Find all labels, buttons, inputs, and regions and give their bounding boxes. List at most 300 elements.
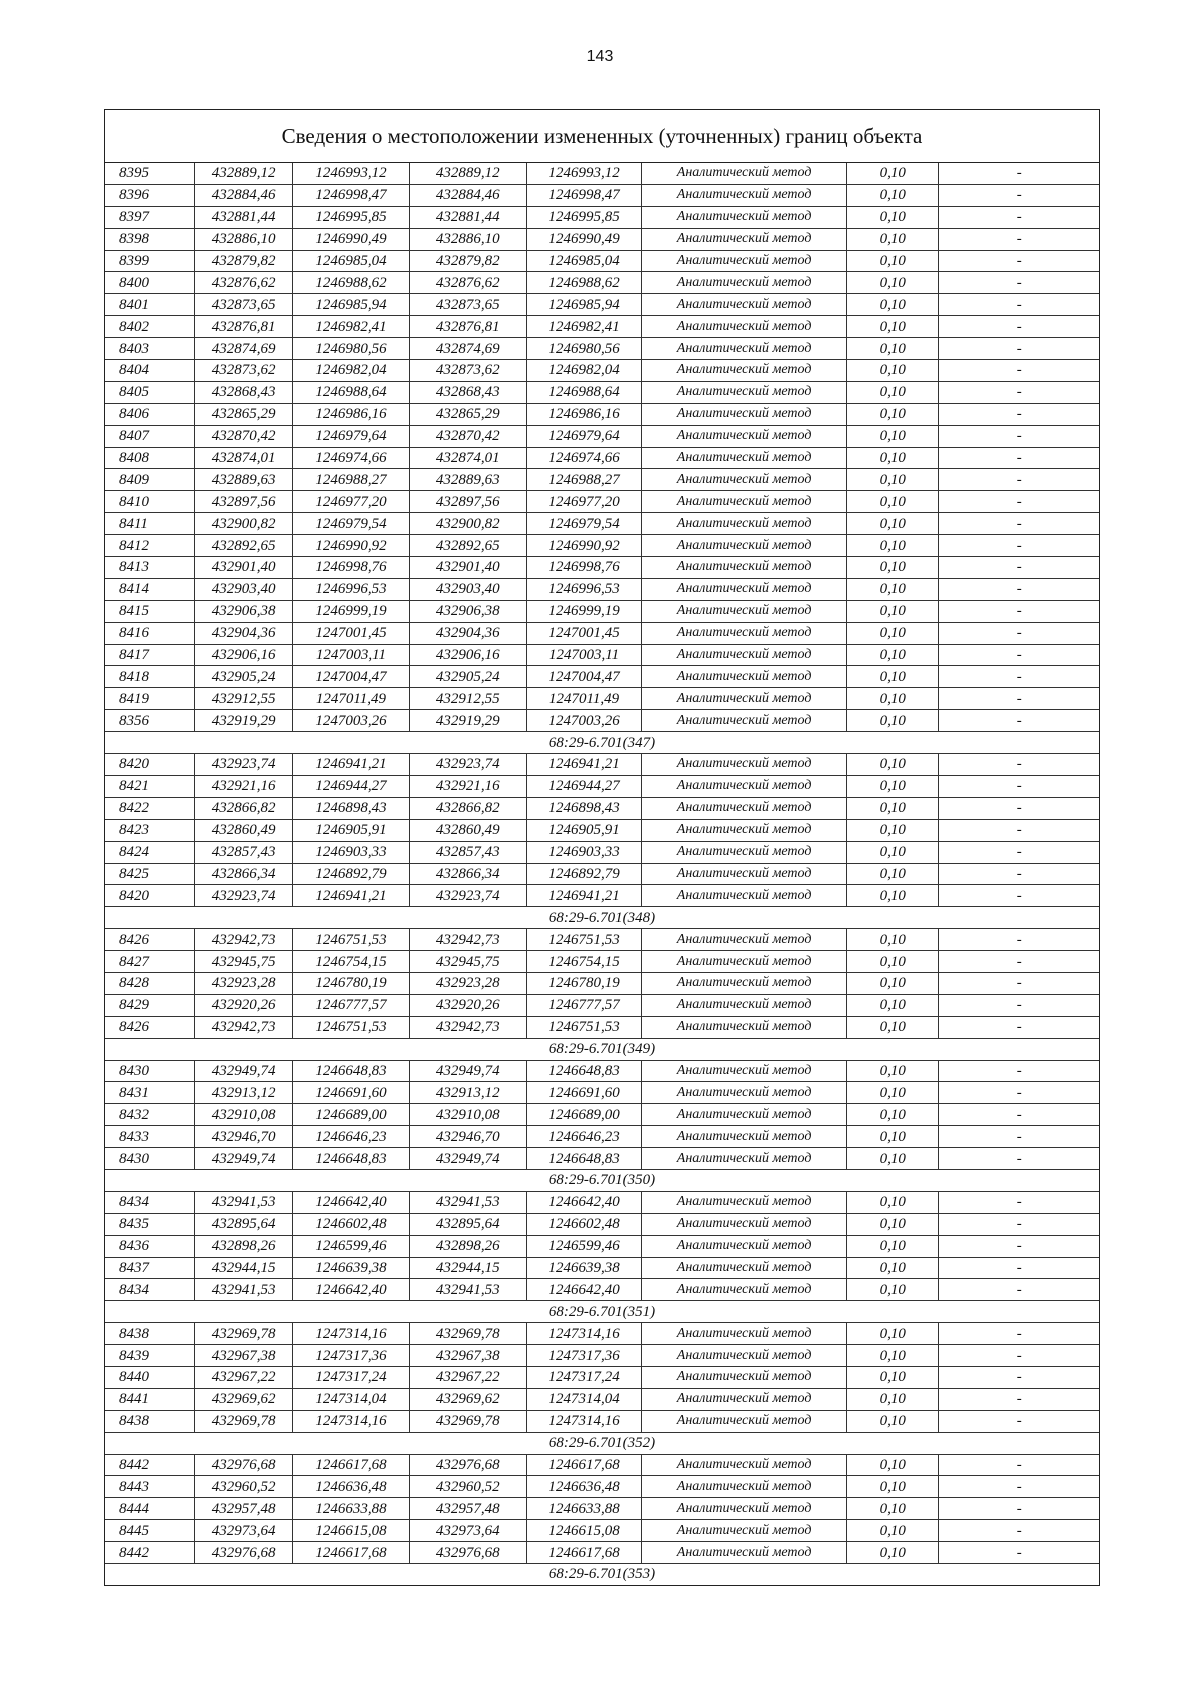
refined-y-cell: 1246998,76 bbox=[526, 557, 641, 579]
point-number-cell: 8395 bbox=[105, 163, 194, 184]
existing-x-cell: 432886,10 bbox=[194, 228, 292, 250]
note-cell: - bbox=[939, 710, 1099, 732]
existing-x-cell: 432906,16 bbox=[194, 644, 292, 666]
point-number-cell: 8410 bbox=[105, 491, 194, 513]
note-cell: - bbox=[939, 600, 1099, 622]
refined-x-cell: 432870,42 bbox=[409, 425, 526, 447]
point-number-cell: 8413 bbox=[105, 557, 194, 579]
refined-x-cell: 432889,12 bbox=[409, 163, 526, 184]
method-cell: Аналитический метод bbox=[642, 316, 847, 338]
method-cell: Аналитический метод bbox=[642, 688, 847, 710]
refined-y-cell: 1246905,91 bbox=[526, 819, 641, 841]
table-row bbox=[105, 797, 1099, 819]
point-number-cell: 8423 bbox=[105, 819, 194, 841]
refined-y-cell: 1246979,64 bbox=[526, 425, 641, 447]
section-label: 68:29-6.701(348) bbox=[105, 907, 1099, 929]
refined-x-cell: 432873,65 bbox=[409, 294, 526, 316]
method-cell: Аналитический метод bbox=[642, 163, 847, 184]
section-row bbox=[105, 1301, 1099, 1323]
refined-y-cell: 1247001,45 bbox=[526, 622, 641, 644]
existing-x-cell: 432969,78 bbox=[194, 1410, 292, 1432]
existing-y-cell: 1246985,94 bbox=[293, 294, 409, 316]
refined-y-cell: 1246751,53 bbox=[526, 1016, 641, 1038]
existing-y-cell: 1246998,76 bbox=[293, 557, 409, 579]
accuracy-cell: 0,10 bbox=[846, 1279, 938, 1301]
refined-y-cell: 1246615,08 bbox=[526, 1520, 641, 1542]
refined-y-cell: 1247314,04 bbox=[526, 1388, 641, 1410]
method-cell: Аналитический метод bbox=[642, 469, 847, 491]
method-cell: Аналитический метод bbox=[642, 1542, 847, 1564]
accuracy-cell: 0,10 bbox=[846, 666, 938, 688]
point-number-cell: 8403 bbox=[105, 338, 194, 360]
method-cell: Аналитический метод bbox=[642, 1476, 847, 1498]
note-cell: - bbox=[939, 163, 1099, 184]
table-row bbox=[105, 1104, 1099, 1126]
existing-x-cell: 432884,46 bbox=[194, 184, 292, 206]
existing-x-cell: 432901,40 bbox=[194, 557, 292, 579]
point-number-cell: 8426 bbox=[105, 929, 194, 951]
refined-y-cell: 1246941,21 bbox=[526, 885, 641, 907]
section-label: 68:29-6.701(351) bbox=[105, 1301, 1099, 1323]
refined-y-cell: 1246996,53 bbox=[526, 578, 641, 600]
table-row bbox=[105, 994, 1099, 1016]
note-cell: - bbox=[939, 1366, 1099, 1388]
refined-x-cell: 432923,74 bbox=[409, 754, 526, 776]
method-cell: Аналитический метод bbox=[642, 513, 847, 535]
refined-y-cell: 1246648,83 bbox=[526, 1148, 641, 1170]
existing-y-cell: 1247314,16 bbox=[293, 1323, 409, 1345]
existing-y-cell: 1246777,57 bbox=[293, 994, 409, 1016]
existing-y-cell: 1247003,26 bbox=[293, 710, 409, 732]
existing-x-cell: 432874,01 bbox=[194, 447, 292, 469]
refined-x-cell: 432881,44 bbox=[409, 206, 526, 228]
table-row bbox=[105, 1520, 1099, 1542]
method-cell: Аналитический метод bbox=[642, 578, 847, 600]
refined-y-cell: 1246646,23 bbox=[526, 1126, 641, 1148]
method-cell: Аналитический метод bbox=[642, 360, 847, 382]
existing-x-cell: 432923,74 bbox=[194, 885, 292, 907]
point-number-cell: 8424 bbox=[105, 841, 194, 863]
accuracy-cell: 0,10 bbox=[846, 972, 938, 994]
accuracy-cell: 0,10 bbox=[846, 228, 938, 250]
table-row bbox=[105, 206, 1099, 228]
table-row bbox=[105, 754, 1099, 776]
existing-y-cell: 1247004,47 bbox=[293, 666, 409, 688]
refined-x-cell: 432866,34 bbox=[409, 863, 526, 885]
existing-y-cell: 1246751,53 bbox=[293, 929, 409, 951]
point-number-cell: 8402 bbox=[105, 316, 194, 338]
refined-y-cell: 1246636,48 bbox=[526, 1476, 641, 1498]
note-cell: - bbox=[939, 206, 1099, 228]
accuracy-cell: 0,10 bbox=[846, 929, 938, 951]
note-cell: - bbox=[939, 775, 1099, 797]
point-number-cell: 8397 bbox=[105, 206, 194, 228]
method-cell: Аналитический метод bbox=[642, 754, 847, 776]
section-label: 68:29-6.701(350) bbox=[105, 1169, 1099, 1191]
table-title: Сведения о местоположении измененных (уточненных) границ объекта bbox=[105, 110, 1099, 163]
accuracy-cell: 0,10 bbox=[846, 1388, 938, 1410]
method-cell: Аналитический метод bbox=[642, 1520, 847, 1542]
table-row bbox=[105, 360, 1099, 382]
point-number-cell: 8442 bbox=[105, 1542, 194, 1564]
existing-x-cell: 432920,26 bbox=[194, 994, 292, 1016]
accuracy-cell: 0,10 bbox=[846, 951, 938, 973]
refined-y-cell: 1246988,62 bbox=[526, 272, 641, 294]
refined-y-cell: 1246754,15 bbox=[526, 951, 641, 973]
table-row bbox=[105, 972, 1099, 994]
refined-x-cell: 432960,52 bbox=[409, 1476, 526, 1498]
accuracy-cell: 0,10 bbox=[846, 1060, 938, 1082]
table-row bbox=[105, 557, 1099, 579]
refined-y-cell: 1246944,27 bbox=[526, 775, 641, 797]
existing-x-cell: 432942,73 bbox=[194, 929, 292, 951]
refined-y-cell: 1246617,68 bbox=[526, 1542, 641, 1564]
refined-y-cell: 1246988,27 bbox=[526, 469, 641, 491]
existing-x-cell: 432866,34 bbox=[194, 863, 292, 885]
note-cell: - bbox=[939, 184, 1099, 206]
refined-x-cell: 432945,75 bbox=[409, 951, 526, 973]
table-row bbox=[105, 710, 1099, 732]
accuracy-cell: 0,10 bbox=[846, 425, 938, 447]
method-cell: Аналитический метод bbox=[642, 797, 847, 819]
existing-x-cell: 432889,63 bbox=[194, 469, 292, 491]
existing-y-cell: 1246636,48 bbox=[293, 1476, 409, 1498]
refined-y-cell: 1246993,12 bbox=[526, 163, 641, 184]
refined-y-cell: 1246892,79 bbox=[526, 863, 641, 885]
existing-x-cell: 432976,68 bbox=[194, 1454, 292, 1476]
table-row bbox=[105, 184, 1099, 206]
existing-x-cell: 432895,64 bbox=[194, 1213, 292, 1235]
point-number-cell: 8425 bbox=[105, 863, 194, 885]
note-cell: - bbox=[939, 1454, 1099, 1476]
method-cell: Аналитический метод bbox=[642, 994, 847, 1016]
refined-y-cell: 1247317,24 bbox=[526, 1366, 641, 1388]
point-number-cell: 8441 bbox=[105, 1388, 194, 1410]
refined-x-cell: 432906,38 bbox=[409, 600, 526, 622]
existing-x-cell: 432913,12 bbox=[194, 1082, 292, 1104]
point-number-cell: 8401 bbox=[105, 294, 194, 316]
method-cell: Аналитический метод bbox=[642, 1257, 847, 1279]
point-number-cell: 8411 bbox=[105, 513, 194, 535]
point-number-cell: 8408 bbox=[105, 447, 194, 469]
existing-y-cell: 1246751,53 bbox=[293, 1016, 409, 1038]
existing-y-cell: 1246941,21 bbox=[293, 885, 409, 907]
existing-x-cell: 432949,74 bbox=[194, 1148, 292, 1170]
existing-y-cell: 1246642,40 bbox=[293, 1279, 409, 1301]
refined-y-cell: 1246642,40 bbox=[526, 1191, 641, 1213]
table-row bbox=[105, 425, 1099, 447]
note-cell: - bbox=[939, 622, 1099, 644]
existing-x-cell: 432879,82 bbox=[194, 250, 292, 272]
method-cell: Аналитический метод bbox=[642, 1323, 847, 1345]
point-number-cell: 8430 bbox=[105, 1060, 194, 1082]
refined-y-cell: 1247314,16 bbox=[526, 1410, 641, 1432]
method-cell: Аналитический метод bbox=[642, 1016, 847, 1038]
method-cell: Аналитический метод bbox=[642, 1060, 847, 1082]
existing-y-cell: 1247317,24 bbox=[293, 1366, 409, 1388]
point-number-cell: 8427 bbox=[105, 951, 194, 973]
note-cell: - bbox=[939, 819, 1099, 841]
method-cell: Аналитический метод bbox=[642, 403, 847, 425]
point-number-cell: 8399 bbox=[105, 250, 194, 272]
existing-y-cell: 1246990,49 bbox=[293, 228, 409, 250]
point-number-cell: 8434 bbox=[105, 1191, 194, 1213]
existing-x-cell: 432906,38 bbox=[194, 600, 292, 622]
point-number-cell: 8417 bbox=[105, 644, 194, 666]
method-cell: Аналитический метод bbox=[642, 425, 847, 447]
note-cell: - bbox=[939, 644, 1099, 666]
existing-y-cell: 1246892,79 bbox=[293, 863, 409, 885]
existing-x-cell: 432903,40 bbox=[194, 578, 292, 600]
accuracy-cell: 0,10 bbox=[846, 250, 938, 272]
existing-x-cell: 432876,62 bbox=[194, 272, 292, 294]
table-row bbox=[105, 644, 1099, 666]
existing-x-cell: 432865,29 bbox=[194, 403, 292, 425]
note-cell: - bbox=[939, 578, 1099, 600]
existing-x-cell: 432860,49 bbox=[194, 819, 292, 841]
existing-y-cell: 1246996,53 bbox=[293, 578, 409, 600]
existing-y-cell: 1247001,45 bbox=[293, 622, 409, 644]
accuracy-cell: 0,10 bbox=[846, 644, 938, 666]
note-cell: - bbox=[939, 316, 1099, 338]
section-row bbox=[105, 907, 1099, 929]
existing-x-cell: 432897,56 bbox=[194, 491, 292, 513]
table-row bbox=[105, 163, 1099, 184]
existing-x-cell: 432866,82 bbox=[194, 797, 292, 819]
point-number-cell: 8440 bbox=[105, 1366, 194, 1388]
existing-x-cell: 432874,69 bbox=[194, 338, 292, 360]
table-row bbox=[105, 1388, 1099, 1410]
existing-x-cell: 432904,36 bbox=[194, 622, 292, 644]
point-number-cell: 8420 bbox=[105, 754, 194, 776]
table-row bbox=[105, 929, 1099, 951]
refined-y-cell: 1246780,19 bbox=[526, 972, 641, 994]
method-cell: Аналитический метод bbox=[642, 1498, 847, 1520]
method-cell: Аналитический метод bbox=[642, 1191, 847, 1213]
accuracy-cell: 0,10 bbox=[846, 316, 938, 338]
table-row bbox=[105, 578, 1099, 600]
refined-x-cell: 432921,16 bbox=[409, 775, 526, 797]
note-cell: - bbox=[939, 1476, 1099, 1498]
accuracy-cell: 0,10 bbox=[846, 1016, 938, 1038]
accuracy-cell: 0,10 bbox=[846, 1191, 938, 1213]
method-cell: Аналитический метод bbox=[642, 294, 847, 316]
refined-x-cell: 432941,53 bbox=[409, 1279, 526, 1301]
point-number-cell: 8422 bbox=[105, 797, 194, 819]
note-cell: - bbox=[939, 1279, 1099, 1301]
existing-y-cell: 1246999,19 bbox=[293, 600, 409, 622]
refined-x-cell: 432923,28 bbox=[409, 972, 526, 994]
note-cell: - bbox=[939, 1345, 1099, 1367]
note-cell: - bbox=[939, 666, 1099, 688]
refined-y-cell: 1246977,20 bbox=[526, 491, 641, 513]
refined-y-cell: 1247003,26 bbox=[526, 710, 641, 732]
method-cell: Аналитический метод bbox=[642, 535, 847, 557]
refined-y-cell: 1246998,47 bbox=[526, 184, 641, 206]
note-cell: - bbox=[939, 1323, 1099, 1345]
point-number-cell: 8443 bbox=[105, 1476, 194, 1498]
refined-y-cell: 1247314,16 bbox=[526, 1323, 641, 1345]
accuracy-cell: 0,10 bbox=[846, 841, 938, 863]
refined-y-cell: 1246988,64 bbox=[526, 381, 641, 403]
existing-x-cell: 432967,38 bbox=[194, 1345, 292, 1367]
existing-y-cell: 1246903,33 bbox=[293, 841, 409, 863]
table-row bbox=[105, 775, 1099, 797]
accuracy-cell: 0,10 bbox=[846, 994, 938, 1016]
accuracy-cell: 0,10 bbox=[846, 1520, 938, 1542]
point-number-cell: 8442 bbox=[105, 1454, 194, 1476]
existing-x-cell: 432912,55 bbox=[194, 688, 292, 710]
section-row bbox=[105, 1564, 1099, 1585]
refined-x-cell: 432912,55 bbox=[409, 688, 526, 710]
existing-y-cell: 1246985,04 bbox=[293, 250, 409, 272]
note-cell: - bbox=[939, 491, 1099, 513]
method-cell: Аналитический метод bbox=[642, 1082, 847, 1104]
existing-y-cell: 1246980,56 bbox=[293, 338, 409, 360]
method-cell: Аналитический метод bbox=[642, 1388, 847, 1410]
table-row bbox=[105, 250, 1099, 272]
refined-x-cell: 432923,74 bbox=[409, 885, 526, 907]
method-cell: Аналитический метод bbox=[642, 1104, 847, 1126]
coordinates-table bbox=[105, 163, 1099, 1585]
refined-y-cell: 1246941,21 bbox=[526, 754, 641, 776]
refined-y-cell: 1246990,92 bbox=[526, 535, 641, 557]
accuracy-cell: 0,10 bbox=[846, 1213, 938, 1235]
existing-y-cell: 1246905,91 bbox=[293, 819, 409, 841]
existing-x-cell: 432941,53 bbox=[194, 1191, 292, 1213]
refined-y-cell: 1246633,88 bbox=[526, 1498, 641, 1520]
existing-x-cell: 432881,44 bbox=[194, 206, 292, 228]
section-row bbox=[105, 1432, 1099, 1454]
method-cell: Аналитический метод bbox=[642, 1126, 847, 1148]
note-cell: - bbox=[939, 688, 1099, 710]
existing-y-cell: 1247314,16 bbox=[293, 1410, 409, 1432]
existing-x-cell: 432923,74 bbox=[194, 754, 292, 776]
refined-x-cell: 432906,16 bbox=[409, 644, 526, 666]
refined-x-cell: 432897,56 bbox=[409, 491, 526, 513]
accuracy-cell: 0,10 bbox=[846, 360, 938, 382]
method-cell: Аналитический метод bbox=[642, 491, 847, 513]
method-cell: Аналитический метод bbox=[642, 600, 847, 622]
accuracy-cell: 0,10 bbox=[846, 754, 938, 776]
existing-y-cell: 1246944,27 bbox=[293, 775, 409, 797]
section-row bbox=[105, 732, 1099, 754]
refined-x-cell: 432905,24 bbox=[409, 666, 526, 688]
refined-y-cell: 1246995,85 bbox=[526, 206, 641, 228]
refined-x-cell: 432949,74 bbox=[409, 1060, 526, 1082]
note-cell: - bbox=[939, 1235, 1099, 1257]
refined-x-cell: 432886,10 bbox=[409, 228, 526, 250]
existing-y-cell: 1246988,64 bbox=[293, 381, 409, 403]
note-cell: - bbox=[939, 338, 1099, 360]
table-row bbox=[105, 1279, 1099, 1301]
existing-x-cell: 432949,74 bbox=[194, 1060, 292, 1082]
note-cell: - bbox=[939, 797, 1099, 819]
existing-y-cell: 1246691,60 bbox=[293, 1082, 409, 1104]
point-number-cell: 8409 bbox=[105, 469, 194, 491]
refined-x-cell: 432874,69 bbox=[409, 338, 526, 360]
existing-y-cell: 1246642,40 bbox=[293, 1191, 409, 1213]
method-cell: Аналитический метод bbox=[642, 929, 847, 951]
accuracy-cell: 0,10 bbox=[846, 600, 938, 622]
method-cell: Аналитический метод bbox=[642, 1410, 847, 1432]
refined-x-cell: 432898,26 bbox=[409, 1235, 526, 1257]
point-number-cell: 8426 bbox=[105, 1016, 194, 1038]
refined-x-cell: 432942,73 bbox=[409, 929, 526, 951]
accuracy-cell: 0,10 bbox=[846, 1498, 938, 1520]
refined-y-cell: 1246777,57 bbox=[526, 994, 641, 1016]
refined-x-cell: 432892,65 bbox=[409, 535, 526, 557]
method-cell: Аналитический метод bbox=[642, 250, 847, 272]
table-row bbox=[105, 600, 1099, 622]
method-cell: Аналитический метод bbox=[642, 1213, 847, 1235]
accuracy-cell: 0,10 bbox=[846, 710, 938, 732]
table-row bbox=[105, 819, 1099, 841]
point-number-cell: 8396 bbox=[105, 184, 194, 206]
table-row bbox=[105, 1016, 1099, 1038]
refined-x-cell: 432969,78 bbox=[409, 1410, 526, 1432]
existing-x-cell: 432976,68 bbox=[194, 1542, 292, 1564]
refined-x-cell: 432941,53 bbox=[409, 1191, 526, 1213]
note-cell: - bbox=[939, 1082, 1099, 1104]
point-number-cell: 8437 bbox=[105, 1257, 194, 1279]
refined-y-cell: 1246999,19 bbox=[526, 600, 641, 622]
existing-y-cell: 1246977,20 bbox=[293, 491, 409, 513]
existing-x-cell: 432857,43 bbox=[194, 841, 292, 863]
accuracy-cell: 0,10 bbox=[846, 557, 938, 579]
point-number-cell: 8398 bbox=[105, 228, 194, 250]
accuracy-cell: 0,10 bbox=[846, 885, 938, 907]
table-row bbox=[105, 1323, 1099, 1345]
method-cell: Аналитический метод bbox=[642, 338, 847, 360]
note-cell: - bbox=[939, 972, 1099, 994]
method-cell: Аналитический метод bbox=[642, 381, 847, 403]
existing-y-cell: 1246995,85 bbox=[293, 206, 409, 228]
refined-x-cell: 432919,29 bbox=[409, 710, 526, 732]
note-cell: - bbox=[939, 272, 1099, 294]
existing-y-cell: 1246988,27 bbox=[293, 469, 409, 491]
accuracy-cell: 0,10 bbox=[846, 294, 938, 316]
table-row bbox=[105, 1060, 1099, 1082]
existing-x-cell: 432921,16 bbox=[194, 775, 292, 797]
note-cell: - bbox=[939, 1126, 1099, 1148]
point-number-cell: 8428 bbox=[105, 972, 194, 994]
refined-x-cell: 432889,63 bbox=[409, 469, 526, 491]
existing-y-cell: 1246615,08 bbox=[293, 1520, 409, 1542]
table-row bbox=[105, 688, 1099, 710]
refined-x-cell: 432949,74 bbox=[409, 1148, 526, 1170]
refined-x-cell: 432866,82 bbox=[409, 797, 526, 819]
refined-y-cell: 1247011,49 bbox=[526, 688, 641, 710]
point-number-cell: 8406 bbox=[105, 403, 194, 425]
table-row bbox=[105, 1410, 1099, 1432]
accuracy-cell: 0,10 bbox=[846, 1082, 938, 1104]
refined-y-cell: 1246751,53 bbox=[526, 929, 641, 951]
refined-x-cell: 432901,40 bbox=[409, 557, 526, 579]
note-cell: - bbox=[939, 403, 1099, 425]
note-cell: - bbox=[939, 1060, 1099, 1082]
accuracy-cell: 0,10 bbox=[846, 1410, 938, 1432]
note-cell: - bbox=[939, 557, 1099, 579]
method-cell: Аналитический метод bbox=[642, 206, 847, 228]
existing-x-cell: 432889,12 bbox=[194, 163, 292, 184]
method-cell: Аналитический метод bbox=[642, 557, 847, 579]
method-cell: Аналитический метод bbox=[642, 184, 847, 206]
existing-x-cell: 432868,43 bbox=[194, 381, 292, 403]
accuracy-cell: 0,10 bbox=[846, 797, 938, 819]
note-cell: - bbox=[939, 381, 1099, 403]
refined-x-cell: 432865,29 bbox=[409, 403, 526, 425]
